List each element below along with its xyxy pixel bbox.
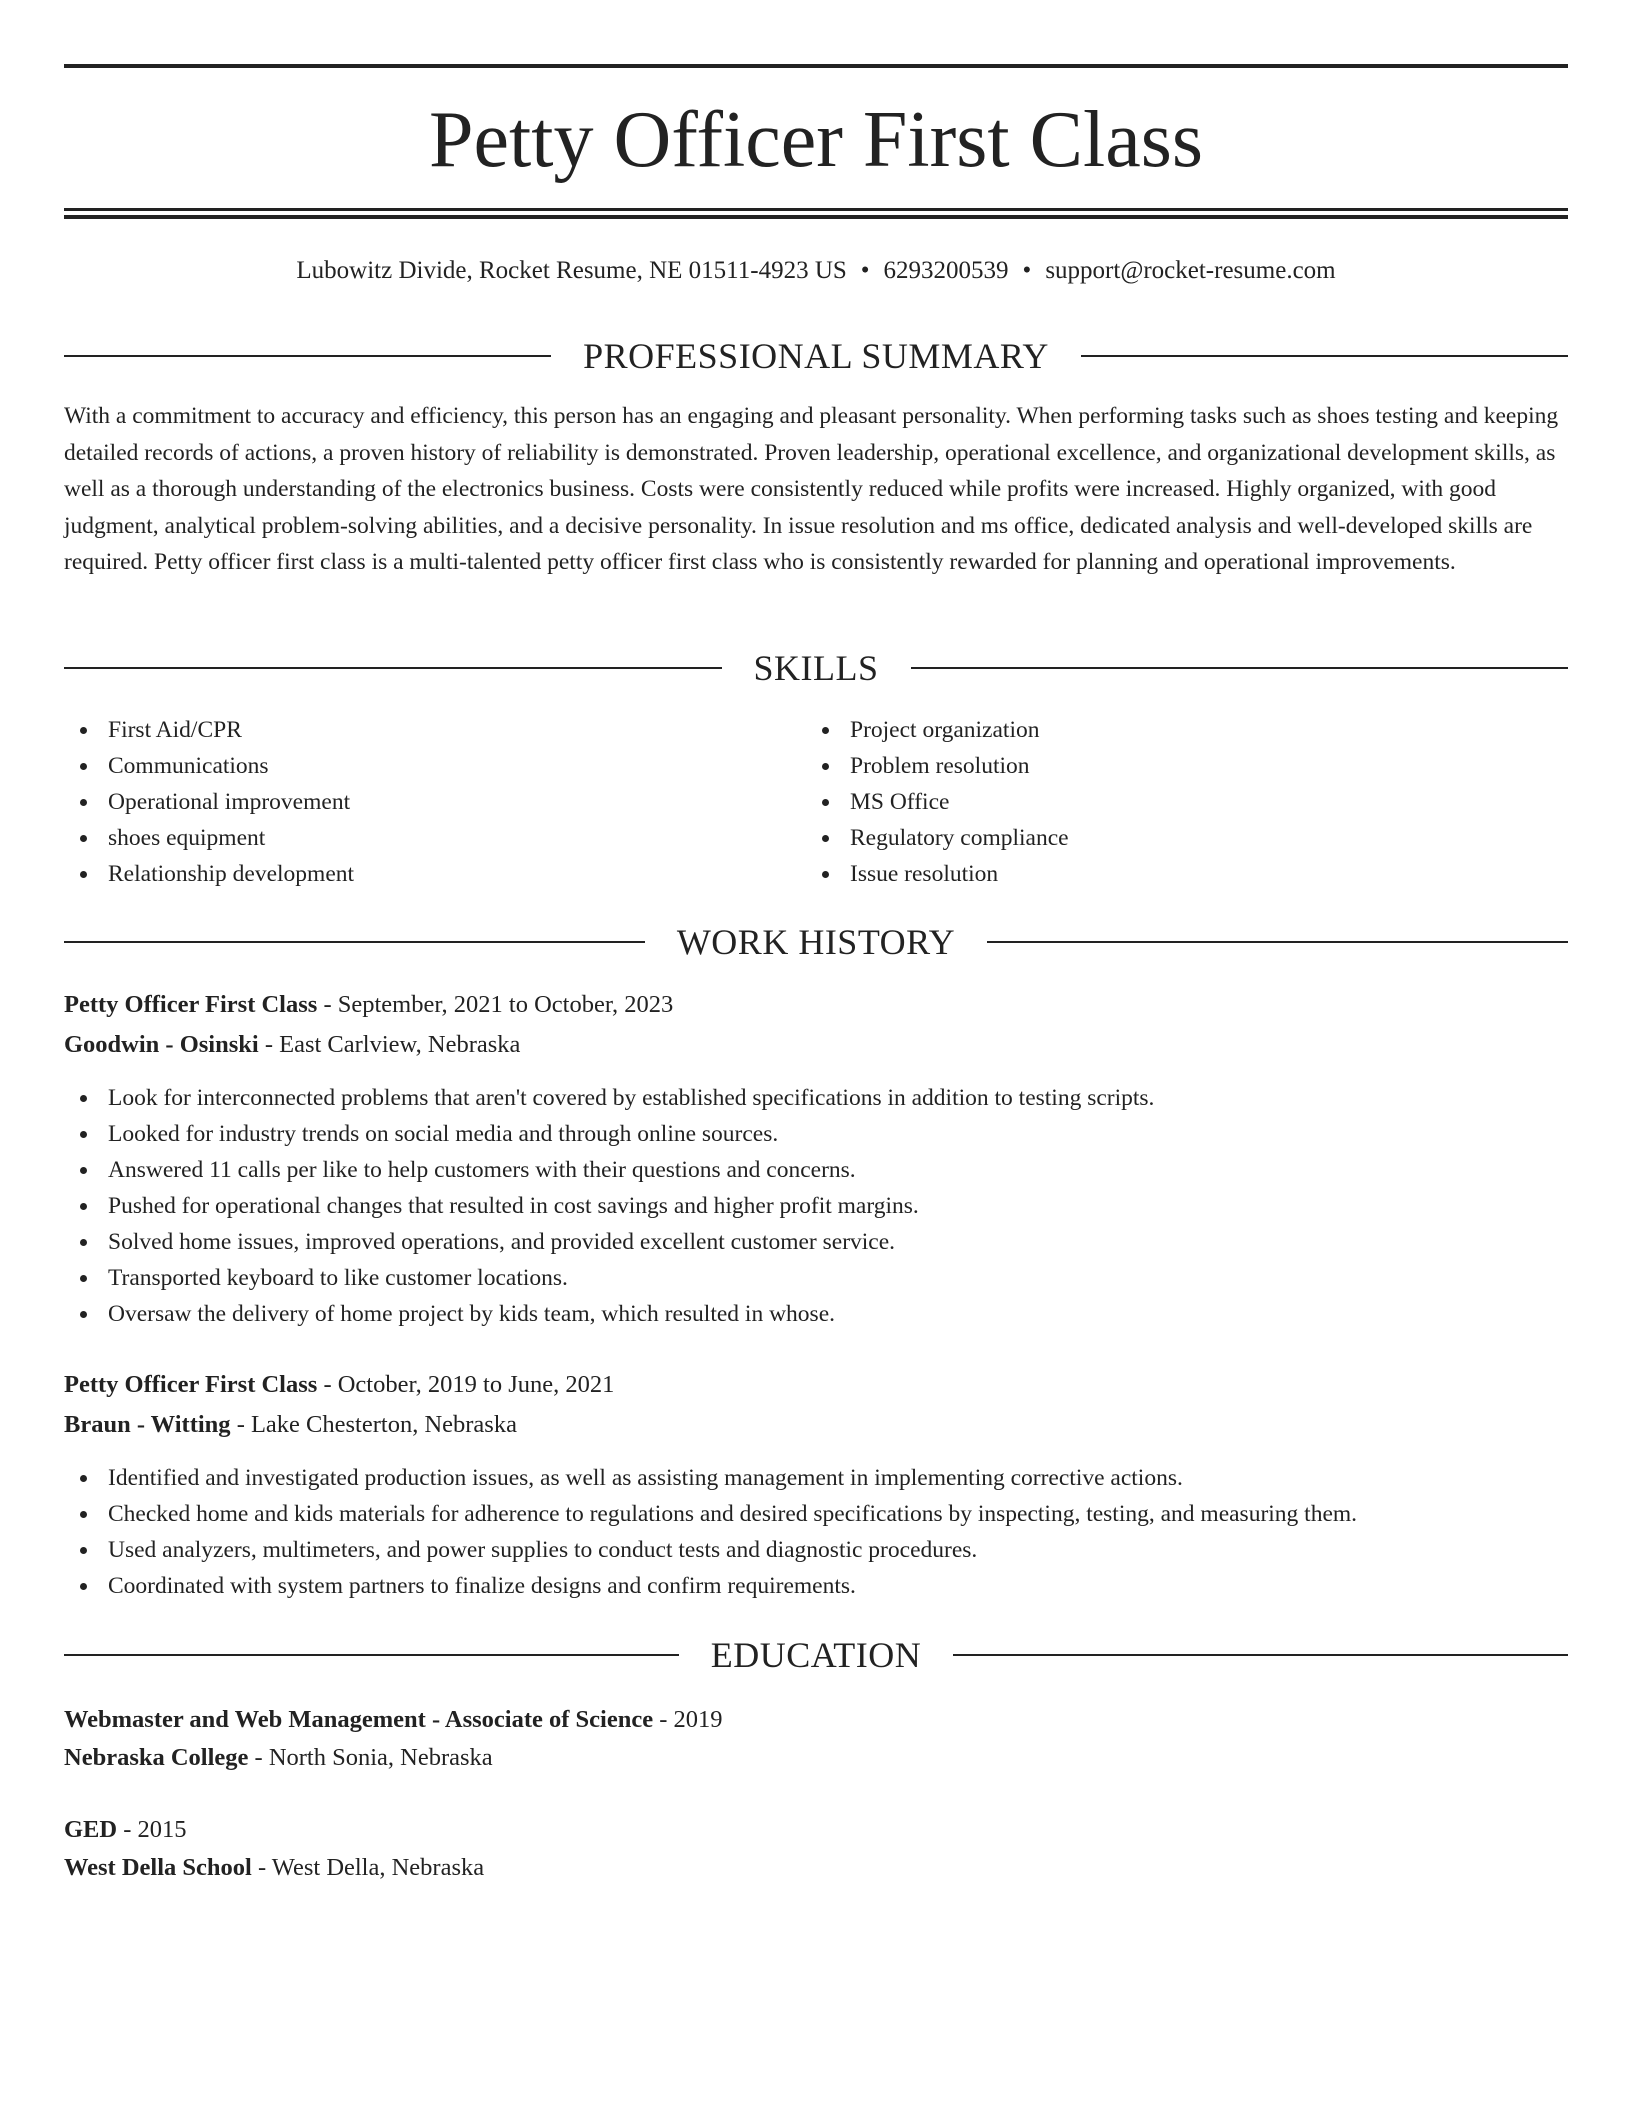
divider-line — [1081, 355, 1568, 357]
job-bullets — [64, 1460, 1568, 1604]
header-double-rule-lower — [64, 215, 1568, 219]
job-bullets — [64, 1080, 1568, 1332]
section-title: SKILLS — [753, 648, 879, 688]
job-bullet: Coordinated with system partners to finalize designs and confirm requirements. — [64, 1568, 1568, 1604]
job-bullet: Looked for industry trends on social media and through online sources. — [64, 1116, 1568, 1152]
education-degree: GED — [64, 1816, 118, 1843]
education-school-line — [64, 1848, 484, 1888]
contact-separator: • — [1022, 257, 1032, 284]
contact-line — [64, 255, 1568, 287]
header-double-rule-upper — [64, 208, 1568, 211]
education-year: - 2019 — [653, 1706, 723, 1733]
job-bullet: Solved home issues, improved operations, and provided excellent customer service. — [64, 1224, 1568, 1260]
education-degree-line — [64, 1700, 723, 1740]
skill-item: shoes equipment — [64, 820, 804, 856]
job-bullet: Identified and investigated production issues, as well as assisting management in implementing corrective actions. — [64, 1460, 1568, 1496]
contact-address: Lubowitz Divide, Rocket Resume, NE 01511-4923 US — [296, 257, 847, 284]
skill-item: Problem resolution — [806, 748, 1546, 784]
divider-line — [987, 941, 1568, 943]
skill-item: Relationship development — [64, 856, 804, 892]
education-location: - West Della, Nebraska — [251, 1854, 485, 1881]
job-location: - East Carlview, Nebraska — [258, 1031, 521, 1058]
skills-list-right — [806, 712, 1546, 892]
section-title: PROFESSIONAL SUMMARY — [583, 336, 1049, 376]
divider-line — [64, 941, 645, 943]
education-school: Nebraska College — [64, 1744, 249, 1771]
job-bullet: Used analyzers, multimeters, and power supplies to conduct tests and diagnostic procedures. — [64, 1532, 1568, 1568]
job-dates: - October, 2019 to June, 2021 — [317, 1371, 615, 1398]
job-bullet: Look for interconnected problems that aren't covered by established specifications in addition to testing scripts. — [64, 1080, 1568, 1116]
skill-item: Project organization — [806, 712, 1546, 748]
job-title-line — [64, 985, 673, 1025]
section-heading-skills — [64, 646, 1568, 690]
job-title: Petty Officer First Class — [64, 1371, 318, 1398]
skill-item: Issue resolution — [806, 856, 1546, 892]
resume-name: Petty Officer First Class — [428, 96, 1204, 184]
section-heading-education — [64, 1633, 1568, 1677]
divider-line — [64, 1654, 679, 1656]
divider-line — [64, 667, 722, 669]
divider-line — [953, 1654, 1568, 1656]
job-title: Petty Officer First Class — [64, 991, 318, 1018]
job-bullet: Oversaw the delivery of home project by kids team, which resulted in whose. — [64, 1296, 1568, 1332]
skill-item: First Aid/CPR — [64, 712, 804, 748]
job-company-line — [64, 1405, 517, 1445]
section-heading-summary — [64, 334, 1568, 378]
education-degree-line — [64, 1810, 187, 1850]
job-bullet: Checked home and kids materials for adherence to regulations and desired specifications by inspecting, testing, and measuring them. — [64, 1496, 1568, 1532]
skill-item: MS Office — [806, 784, 1546, 820]
skill-item: Operational improvement — [64, 784, 804, 820]
section-title: EDUCATION — [710, 1635, 922, 1675]
job-location: - Lake Chesterton, Nebraska — [230, 1411, 517, 1438]
divider-line — [64, 355, 551, 357]
job-dates: - September, 2021 to October, 2023 — [317, 991, 674, 1018]
job-title-line — [64, 1365, 614, 1405]
section-title: WORK HISTORY — [676, 922, 956, 962]
contact-phone: 6293200539 — [883, 257, 1009, 284]
skill-item: Regulatory compliance — [806, 820, 1546, 856]
education-school-line — [64, 1738, 493, 1778]
job-company: Braun - Witting — [64, 1411, 231, 1438]
summary-text: With a commitment to accuracy and efficiency, this person has an engaging and pleasant personality. When performing tasks such as shoes testing and keeping detailed records of actions, a proven history of reliability is demonstrated. Proven leadership, operational excellence, and organizational development skills, as well as a thorough understanding of the electronics business. Costs were consistently reduced while profits were increased. Highly organized, with good judgment, analytical problem-solving abilities, and a decisive personality. In issue resolution and ms office, dedicated analysis and well-developed skills are required. Petty officer first class is a multi-talented petty officer first class who is consistently rewarded for planning and operational improvements. — [64, 403, 1559, 575]
job-company-line — [64, 1025, 520, 1065]
divider-line — [911, 667, 1569, 669]
education-school: West Della School — [64, 1854, 252, 1881]
job-bullet: Pushed for operational changes that resulted in cost savings and higher profit margins. — [64, 1188, 1568, 1224]
skills-list-left — [64, 712, 804, 892]
education-year: - 2015 — [117, 1816, 187, 1843]
education-location: - North Sonia, Nebraska — [248, 1744, 493, 1771]
job-bullet: Transported keyboard to like customer locations. — [64, 1260, 1568, 1296]
job-company: Goodwin - Osinski — [64, 1031, 259, 1058]
contact-separator: • — [860, 257, 870, 284]
skill-item: Communications — [64, 748, 804, 784]
education-degree: Webmaster and Web Management - Associate of Science — [64, 1706, 654, 1733]
section-heading-work-history — [64, 920, 1568, 964]
contact-email: support@rocket-resume.com — [1045, 257, 1336, 284]
header-top-rule — [64, 64, 1568, 68]
job-bullet: Answered 11 calls per like to help customers with their questions and concerns. — [64, 1152, 1568, 1188]
